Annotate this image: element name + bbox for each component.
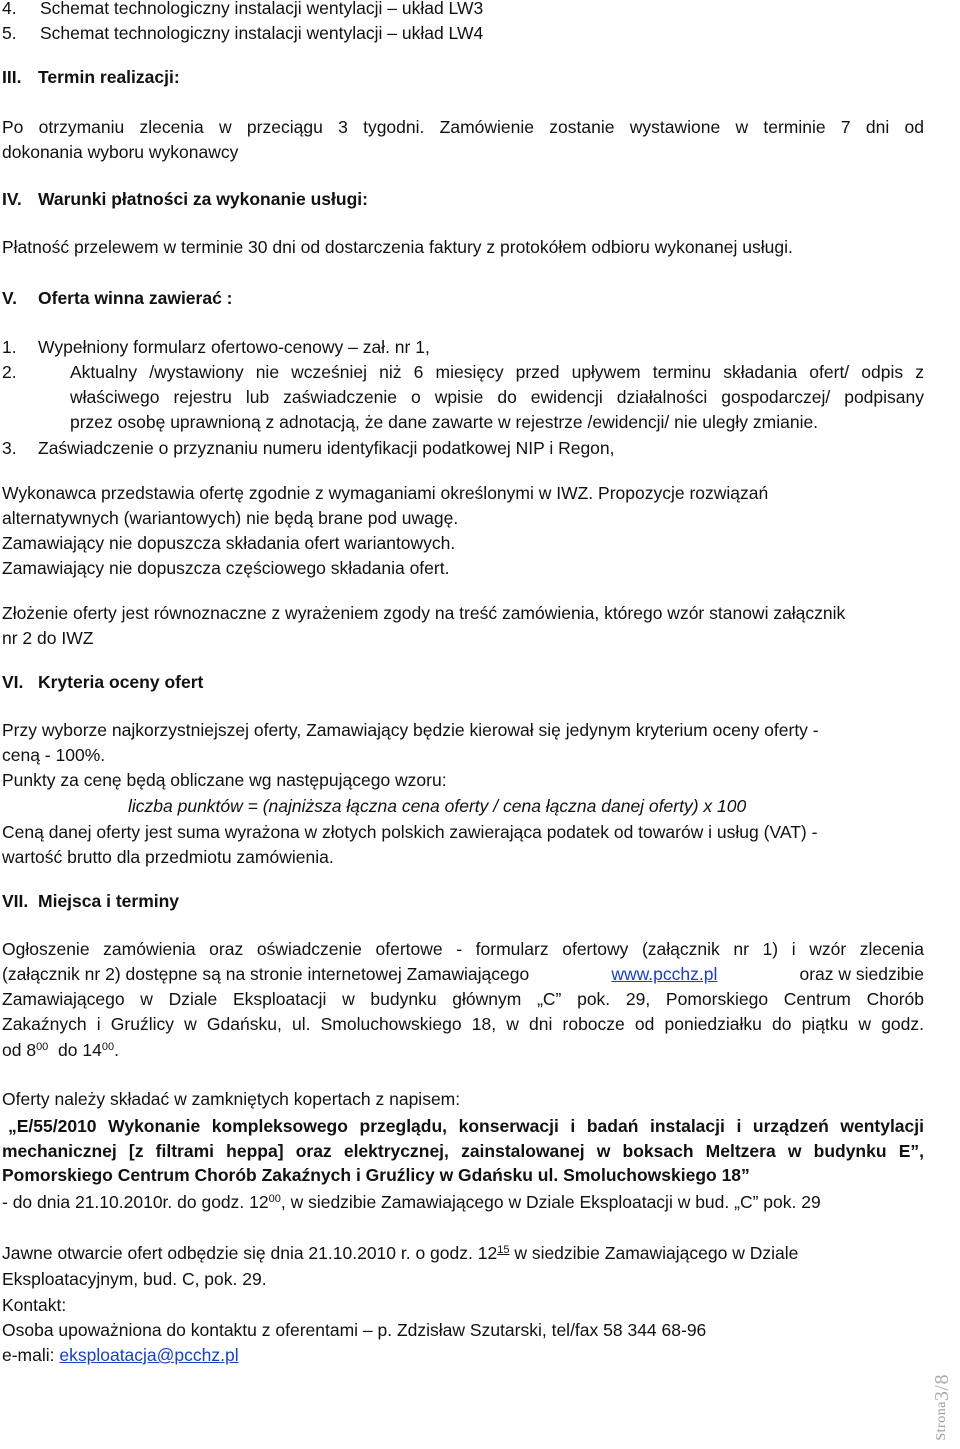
list-item (2, 437, 615, 459)
paragraph-line: Ceną danej oferty jest suma wyrażona w złotych polskich zawierająca podatek od towarów i usług (VAT) - (2, 822, 818, 842)
section-heading-3 (2, 66, 180, 88)
paragraph-line: alternatywnych (wariantowych) nie będą brane pod uwagę. (2, 508, 459, 528)
paragraph-line: ceną - 100%. (2, 745, 106, 765)
section-title: Warunki płatności za wykonanie usługi: (38, 189, 368, 209)
text-segment: . (114, 1040, 119, 1060)
email-label: e-mali: (2, 1345, 60, 1365)
list-text: Schemat technologiczny instalacji wentylacji – układ LW4 (40, 23, 484, 43)
section-heading-5 (2, 287, 233, 309)
list-item (2, 336, 430, 358)
page-count: 3/8 (931, 1374, 953, 1402)
list-text: przez osobę uprawnioną z adnotacją, że dane zawarte w rejestrze /ewidencji/ nie uległy zmianie. (70, 412, 819, 432)
text-segment: (załącznik nr 2) dostępne są na stronie internetowej Zamawiającego (2, 964, 530, 984)
text-segment: oraz w siedzibie (799, 964, 924, 984)
section-title: Oferta winna zawierać : (38, 288, 233, 308)
paragraph-line (2, 963, 924, 985)
section-number: V. (2, 288, 17, 308)
superscript: 15 (497, 1244, 510, 1256)
list-text: Wypełniony formularz ofertowo-cenowy – zał. nr 1, (38, 337, 430, 357)
section-heading-6 (2, 671, 203, 693)
text-segment: , w siedzibie Zamawiającego w Dziale Eksploatacji w bud. „C” pok. 29 (280, 1192, 821, 1212)
text-segment: w siedzibie Zamawiającego w Dziale (509, 1243, 799, 1263)
section-title: Miejsca i terminy (38, 891, 180, 911)
paragraph-line: Przy wyborze najkorzystniejszej oferty, Zamawiający będzie kierował się jedynym kryterium oceny oferty - (2, 720, 819, 740)
list-item (2, 361, 38, 383)
section-title: Kryteria oceny ofert (38, 672, 204, 692)
page-label: Strona (934, 1401, 949, 1441)
paragraph-line: Zamawiający nie dopuszcza częściowego składania ofert. (2, 558, 450, 578)
envelope-label-line: Pomorskiego Centrum Chorób Zakaźnych i Gruźlicy w Gdańsku ul. Smoluchowskiego 18” (2, 1165, 750, 1185)
paragraph-line: Wykonawca przedstawia ofertę zgodnie z wymaganiami określonymi w IWZ. Propozycje rozwiązań (2, 483, 769, 503)
contact-label: Kontakt: (2, 1295, 67, 1315)
section-number: VI. (2, 672, 24, 692)
text-segment: od 8 (2, 1040, 37, 1060)
list-text: Zaświadczenie o przyznaniu numeru identyfikacji podatkowej NIP i Regon, (38, 438, 615, 458)
superscript: 00 (268, 1193, 281, 1205)
attachment-item (2, 0, 483, 19)
section-number: IV. (2, 189, 22, 209)
website-link[interactable]: www.pcchz.pl (611, 964, 718, 984)
text-segment: Jawne otwarcie ofert odbędzie się dnia 21.10.2010 r. o godz. 12 (2, 1243, 498, 1263)
list-number: 1. (2, 337, 17, 357)
paragraph-line: Płatność przelewem w terminie 30 dni od dostarczenia faktury z protokółem odbioru wykonanej usługi. (2, 237, 793, 257)
paragraph-line: Eksploatacyjnym, bud. C, pok. 29. (2, 1269, 267, 1289)
section-heading-7 (2, 890, 179, 912)
email-link[interactable]: eksploatacja@pcchz.pl (59, 1345, 239, 1365)
paragraph-line: Złożenie oferty jest równoznaczne z wyrażeniem zgody na treść zamówienia, którego wzór stanowi załącznik (2, 603, 846, 623)
list-text: Aktualny /wystawiony nie wcześniej niż 6 miesięcy przed upływem terminu składania ofert/ odpis z (70, 362, 924, 382)
list-number: 5. (2, 23, 17, 43)
page-number (931, 1374, 954, 1441)
paragraph-line: Oferty należy składać w zamkniętych kopertach z napisem: (2, 1089, 461, 1109)
deadline-line (2, 1191, 821, 1213)
list-text: właściwego rejestru lub zaświadczenie o wpisie do ewidencji działalności gospodarczej/ podpisany (70, 387, 924, 407)
contact-person: Osoba upoważniona do kontaktu z oferentami – p. Zdzisław Szutarski, tel/fax 58 344 68-96 (2, 1320, 707, 1340)
price-formula: liczba punktów = (najniższa łączna cena oferty / cena łączna danej oferty) x 100 (128, 796, 747, 816)
envelope-label-line: mechanicznej [z filtrami heppa] oraz elektrycznej, zainstalowanej w boksach Meltzera w budynku E”, (2, 1141, 924, 1161)
list-number: 4. (2, 0, 17, 18)
text-segment: do 14 (58, 1040, 102, 1060)
section-number: VII. (2, 891, 29, 911)
superscript: 00 (36, 1041, 49, 1053)
envelope-label-line: „E/55/2010 Wykonanie kompleksowego przeglądu, konserwacji i badań instalacji i urządzeń wentylacji (8, 1116, 924, 1136)
paragraph-line (2, 1039, 119, 1061)
paragraph-line: Zamawiającego w Dziale Eksploatacji w budynku głównym „C” pok. 29, Pomorskiego Centrum Chorób (2, 989, 924, 1009)
superscript: 00 (101, 1041, 115, 1053)
section-number: III. (2, 67, 22, 87)
paragraph-line: wartość brutto dla przedmiotu zamówienia. (2, 847, 334, 867)
section-title: Termin realizacji: (38, 67, 180, 87)
paragraph-line: Punkty za cenę będą obliczane wg następującego wzoru: (2, 770, 447, 790)
list-number: 3. (2, 438, 17, 458)
paragraph-line: nr 2 do IWZ (2, 628, 94, 648)
paragraph-line: Zamawiający nie dopuszcza składania ofert wariantowych. (2, 533, 456, 553)
attachment-item (2, 22, 483, 44)
paragraph-line: dokonania wyboru wykonawcy (2, 142, 239, 162)
paragraph-line: Po otrzymaniu zlecenia w przeciągu 3 tygodni. Zamówienie zostanie wystawione w terminie 7 dni od (2, 117, 924, 137)
opening-line (2, 1242, 798, 1264)
list-text: Schemat technologiczny instalacji wentylacji – układ LW3 (40, 0, 484, 18)
list-number: 2. (2, 362, 17, 382)
paragraph-line: Ogłoszenie zamówienia oraz oświadczenie ofertowe - formularz ofertowy (załącznik nr 1) i wzór zlecenia (2, 939, 924, 959)
email-line (2, 1344, 239, 1366)
paragraph-line: Zakaźnych i Gruźlicy w Gdańsku, ul. Smoluchowskiego 18, w dni robocze od poniedziałku do piątku w godz. (2, 1014, 924, 1034)
section-heading-4 (2, 188, 368, 210)
text-segment: - do dnia 21.10.2010r. do godz. 12 (2, 1192, 269, 1212)
